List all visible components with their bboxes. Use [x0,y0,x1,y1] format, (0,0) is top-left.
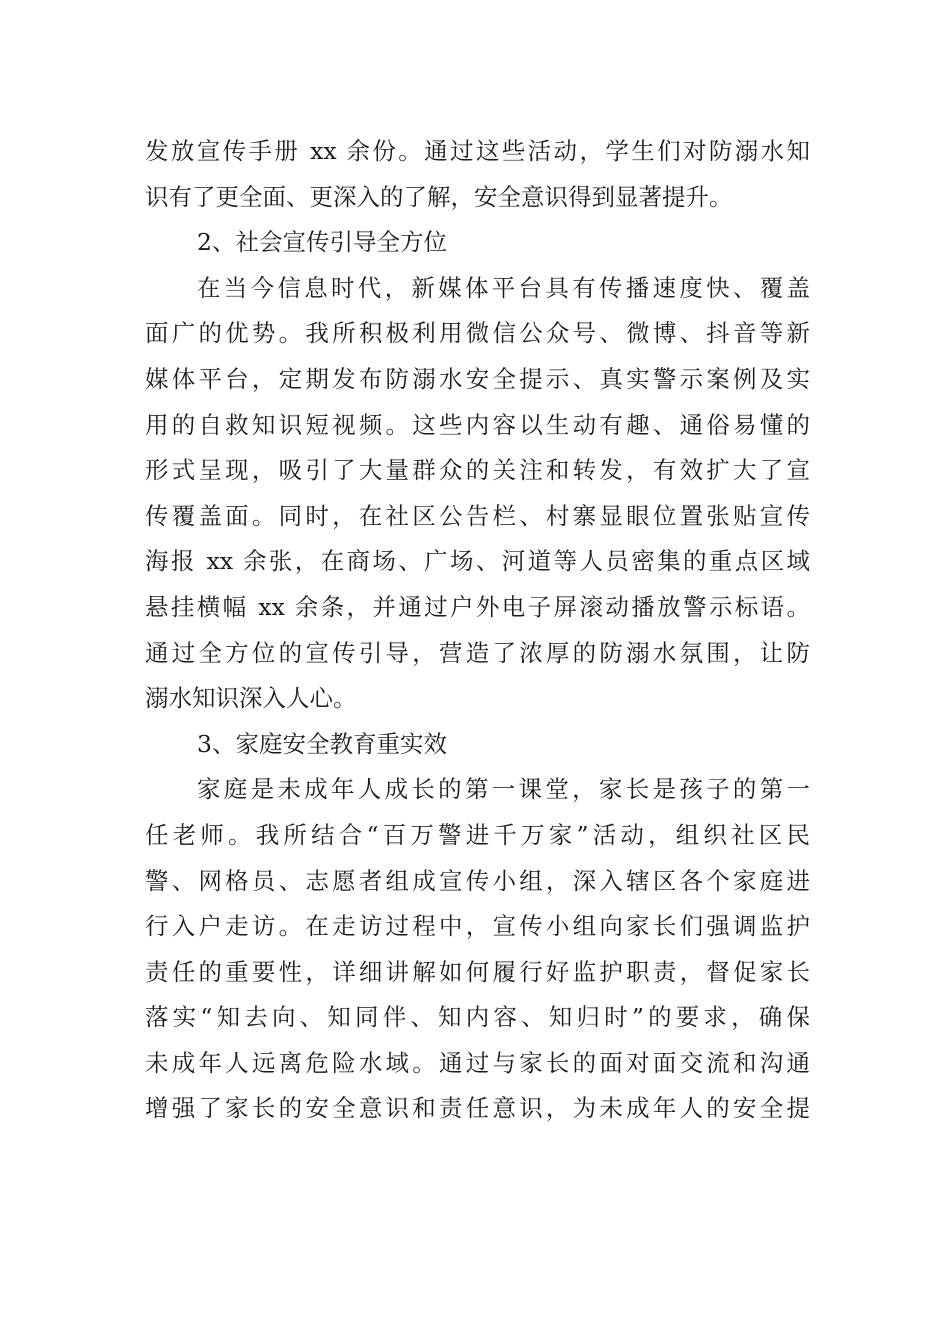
text-line: 在当今信息时代，新媒体平台具有传播速度快、覆盖 [197,273,810,302]
text-line: 增强了家长的安全意识和责任意识，为未成年人的安全提 [145,1094,810,1123]
text-line: 识有了更全面、更深入的了解，安全意识得到显著提升。 [145,182,733,211]
text-line: 溺水知识深入人心。 [145,684,357,713]
text-line: 责任的重要性，详细讲解如何履行好监护职责，督促家长 [145,957,810,986]
text-line: 落实“知去向、知同伴、知内容、知归时”的要求，确保 [145,1003,810,1032]
text-line: 形式呈现，吸引了大量群众的关注和转发，有效扩大了宣 [145,456,810,485]
text-line: 家庭是未成年人成长的第一课堂，家长是孩子的第一 [197,775,810,804]
text-line: 发放宣传手册 xx 余份。通过这些活动，学生们对防溺水知 [145,137,810,165]
text-line: 任老师。我所结合“百万警进千万家”活动，组织社区民 [145,820,810,849]
text-line: 警、网格员、志愿者组成宣传小组，深入辖区各个家庭进 [145,866,810,895]
text-line: 媒体平台，定期发布防溺水安全提示、真实警示案例及实 [145,364,810,393]
text-line: 面广的优势。我所积极利用微信公众号、微博、抖音等新 [145,319,810,348]
text-line: 悬挂横幅 xx 余条，并通过户外电子屏滚动播放警示标语。 [145,592,810,621]
section-heading: 3、家庭安全教育重实效 [197,729,447,758]
text-line: 通过全方位的宣传引导，营造了浓厚的防溺水氛围，让防 [145,638,810,667]
document-body [145,129,810,1132]
text-line: 传覆盖面。同时，在社区公告栏、村寨显眼位置张贴宣传 [145,501,810,530]
text-line: 未成年人远离危险水域。通过与家长的面对面交流和沟通 [145,1048,810,1077]
text-line: 海报 xx 余张，在商场、广场、河道等人员密集的重点区域 [145,547,810,576]
text-line: 行入户走访。在走访过程中，宣传小组向家长们强调监护 [145,912,810,941]
text-line: 用的自救知识短视频。这些内容以生动有趣、通俗易懂的 [145,410,810,439]
section-heading: 2、社会宣传引导全方位 [197,228,447,257]
